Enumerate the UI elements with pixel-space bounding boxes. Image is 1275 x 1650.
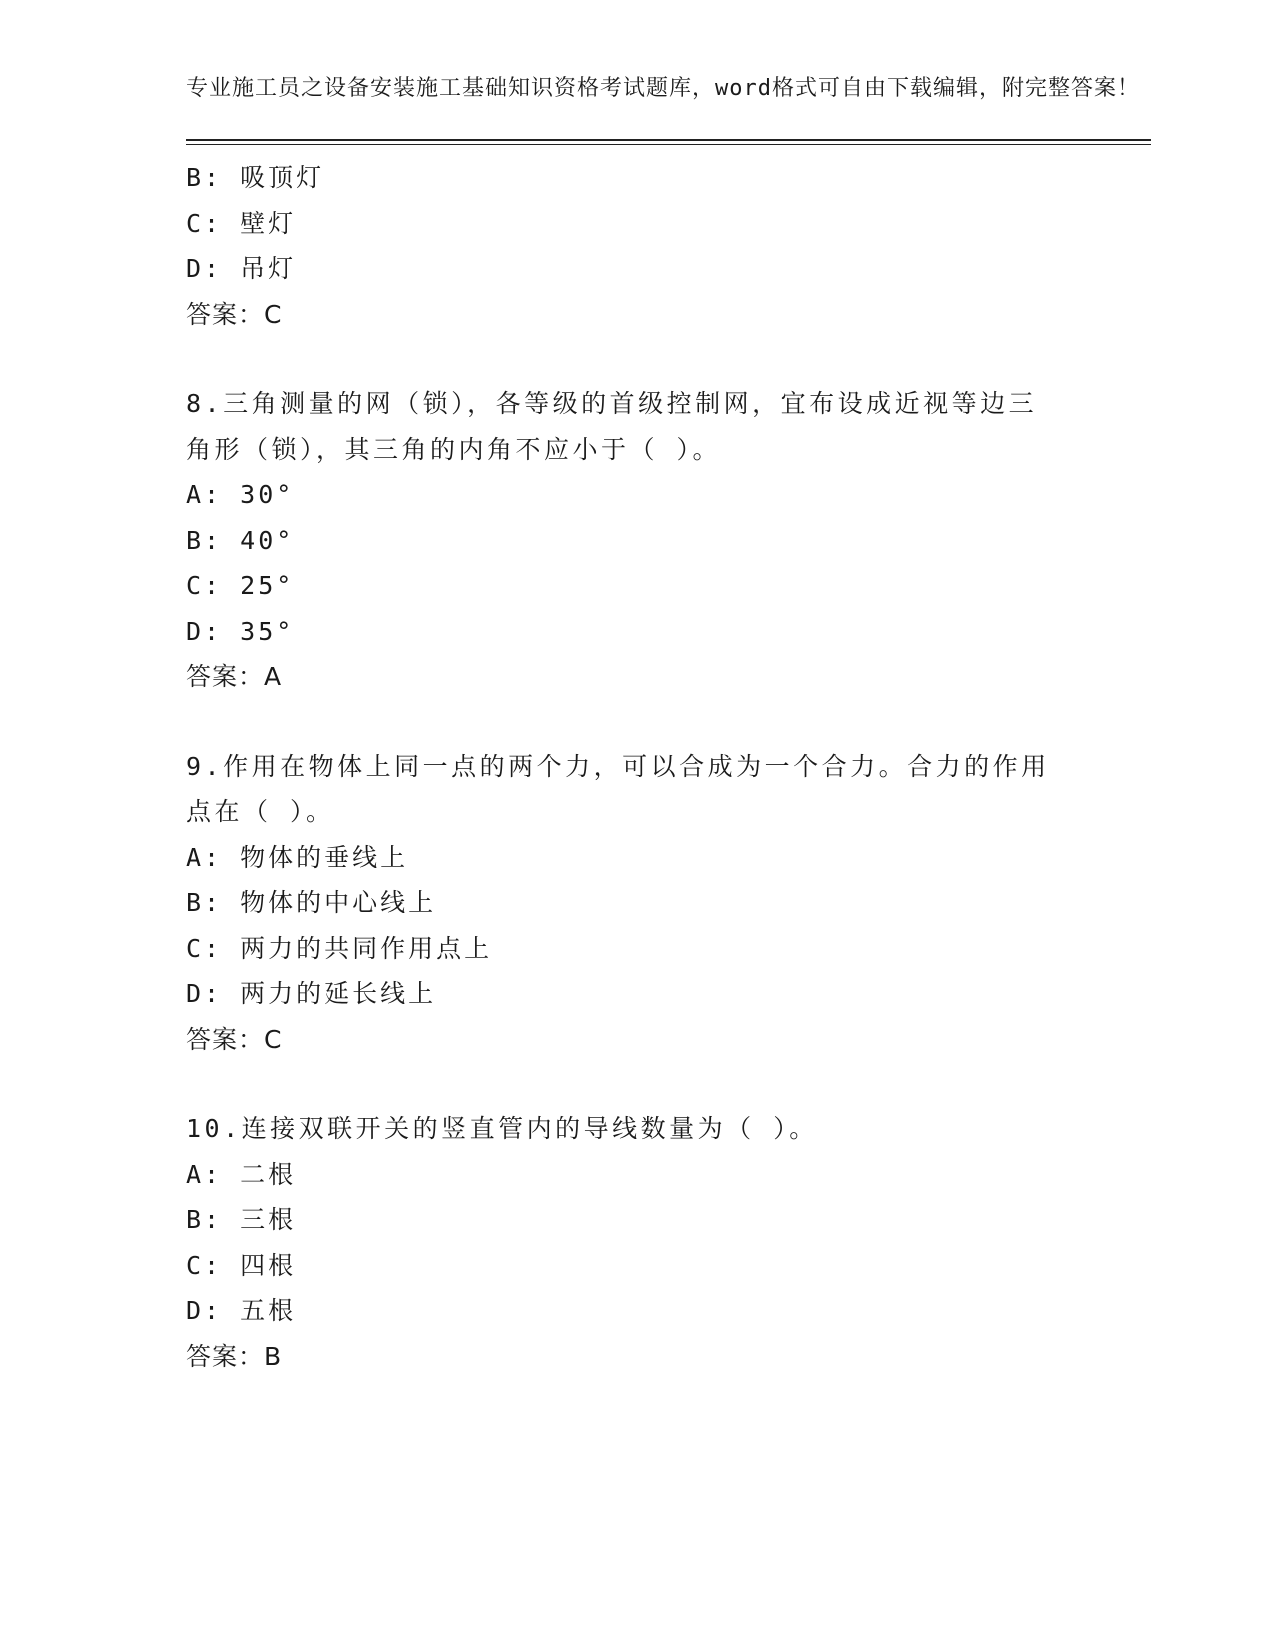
option-b: B: 物体的中心线上 xyxy=(186,888,437,917)
answer-line: 答案：C xyxy=(186,1024,283,1054)
question-spacer xyxy=(186,700,1151,744)
option-d: D: 35° xyxy=(186,616,295,646)
option-a: A: 物体的垂线上 xyxy=(186,842,409,872)
answer-line: 答案：A xyxy=(186,662,283,691)
question-7-continuation xyxy=(186,155,1151,337)
question-text-line: 8.三角测量的网（锁），各等级的首级控制网，宜布设成近视等边三 xyxy=(186,389,1038,418)
answer-line: 答案：B xyxy=(186,1341,283,1371)
question-text-line: 点在（ ）。 xyxy=(186,797,335,826)
document-body xyxy=(186,155,1151,1379)
answer-line: 答案：C xyxy=(186,299,283,329)
option-b: B: 吸顶灯 xyxy=(186,163,325,192)
question-8 xyxy=(186,381,1151,700)
option-d: D: 吊灯 xyxy=(186,254,297,283)
document-page xyxy=(186,72,1151,1379)
option-c: C: 壁灯 xyxy=(186,208,297,238)
option-b: B: 三根 xyxy=(186,1205,297,1234)
question-9 xyxy=(186,744,1151,1063)
question-text-line: 9.作用在物体上同一点的两个力，可以合成为一个合力。合力的作用 xyxy=(186,751,1050,781)
question-10 xyxy=(186,1106,1151,1379)
header-divider xyxy=(186,139,1151,145)
option-d: D: 五根 xyxy=(186,1296,297,1325)
document-header: 专业施工员之设备安装施工基础知识资格考试题库，word格式可自由下载编辑，附完整答案！ xyxy=(186,76,1140,101)
question-spacer xyxy=(186,1062,1151,1106)
option-a: A: 二根 xyxy=(186,1159,297,1189)
option-c: C: 四根 xyxy=(186,1250,297,1280)
option-a: A: 30° xyxy=(186,480,295,509)
option-d: D: 两力的延长线上 xyxy=(186,979,437,1008)
question-spacer xyxy=(186,337,1151,381)
option-b: B: 40° xyxy=(186,525,295,555)
question-text-line: 10.连接双联开关的竖直管内的导线数量为（ ）。 xyxy=(186,1114,818,1143)
option-c: C: 25° xyxy=(186,571,295,600)
option-c: C: 两力的共同作用点上 xyxy=(186,933,493,963)
question-text-line: 角形（锁），其三角的内角不应小于（ ）。 xyxy=(186,434,722,464)
